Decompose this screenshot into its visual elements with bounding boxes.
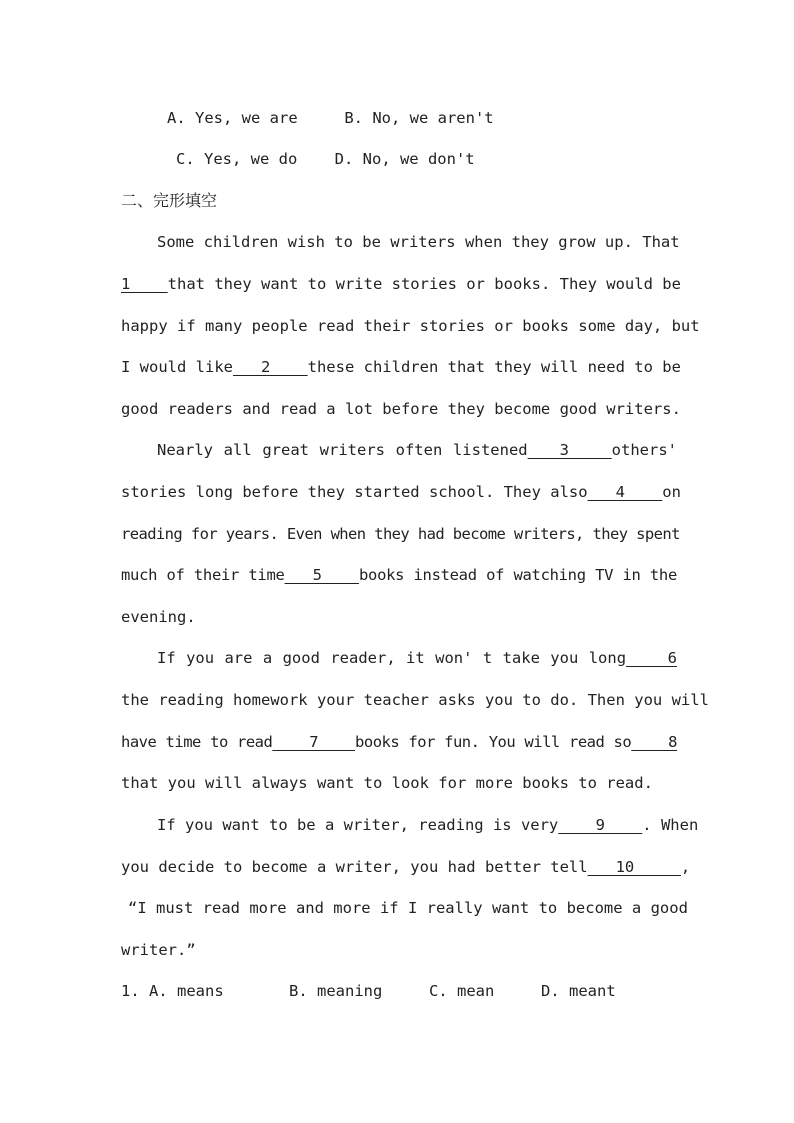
blank-3: 3 <box>527 441 612 459</box>
passage-line-8: reading for years. Even when they had become writers, they spent <box>121 525 680 543</box>
q1-option-c: C. mean <box>429 982 495 1000</box>
blank-5: 5 <box>284 566 359 584</box>
question-1-options <box>121 981 616 1001</box>
passage-line-3: happy if many people read their stories or books some day, but <box>121 317 700 335</box>
passage-line-7: stories long before they started school. They also 4 on <box>121 483 681 501</box>
blank-4: 4 <box>587 483 663 501</box>
passage-line-4: I would like 2 these children that they will need to be <box>121 358 681 376</box>
option-b: B. No, we aren't <box>344 109 494 127</box>
blank-2: 2 <box>232 358 308 376</box>
passage-line-5: good readers and read a lot before they become good writers. <box>121 400 681 418</box>
blank-10: 10 <box>587 858 681 876</box>
passage-line-2: 1 that they want to write stories or books. They would be <box>121 275 681 293</box>
q1-option-b: B. meaning <box>289 982 383 1000</box>
blank-6: 6 <box>626 649 677 667</box>
option-a: A. Yes, we are <box>167 109 298 127</box>
blank-8: 8 <box>631 733 677 751</box>
section-title: 二、完形填空 <box>121 191 218 210</box>
prev-options-row-1 <box>167 108 494 128</box>
option-c: C. Yes, we do <box>176 150 298 168</box>
option-d: D. No, we don't <box>334 150 475 168</box>
q1-option-d: D. meant <box>541 982 616 1000</box>
passage-line-14: that you will always want to look for more books to read. <box>121 774 653 792</box>
q1-option-a: A. means <box>149 982 224 1000</box>
prev-options-row-2 <box>176 149 475 169</box>
passage-line-12: the reading homework your teacher asks you to do. Then you will <box>121 691 709 709</box>
passage-line-16: you decide to become a writer, you had better tell 10 , <box>121 858 691 876</box>
blank-9: 9 <box>558 816 643 834</box>
passage-line-15: If you want to be a writer, reading is very 9 . When <box>157 816 699 834</box>
blank-1: 1 <box>121 275 168 293</box>
question-number: 1. <box>121 982 140 1000</box>
passage-line-17: “I must read more and more if I really want to become a good <box>128 899 688 917</box>
passage-line-9: much of their time 5 books instead of watching TV in the <box>121 566 677 584</box>
passage-line-1: Some children wish to be writers when they grow up. That <box>157 233 680 251</box>
passage-line-10: evening. <box>121 608 196 626</box>
passage-line-13: have time to read 7 books for fun. You will read so 8 <box>121 733 677 751</box>
passage-line-18: writer.” <box>121 941 196 959</box>
blank-7: 7 <box>272 733 356 751</box>
passage-line-11: If you are a good reader, it won' t take you long 6 <box>157 649 677 667</box>
passage-line-6: Nearly all great writers often listened 3 others' <box>157 441 677 459</box>
